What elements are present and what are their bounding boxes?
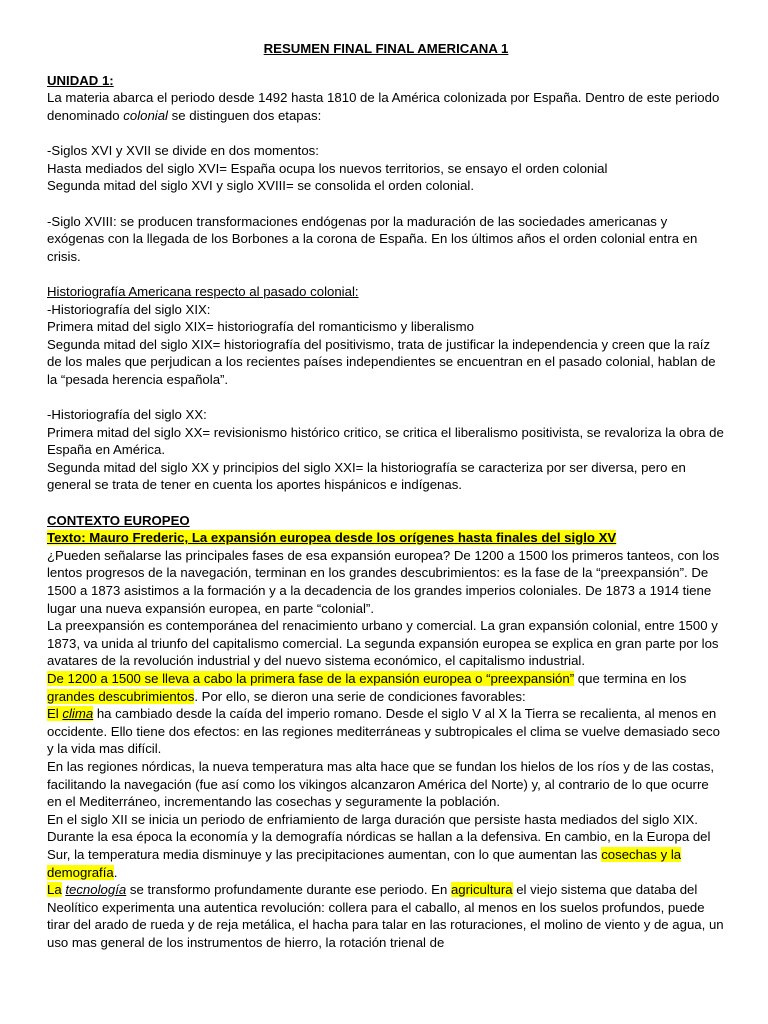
nordicas-paragraph: En las regiones nórdicas, la nueva temperatura mas alta hace que se fundan los hielos de los ríos y de las costas, facilitando la navegación (fue así como los vikingos alcanzaron América del Norte) y, al contrario de lo que ocurre en el Mediterráneo, incrementando las cosechas y seguramente la población. <box>47 758 715 810</box>
hist-xx-primera: Primera mitad del siglo XX= revisionismo histórico critico, se critica el liberalismo positivista, se revaloriza la obra de España en América. <box>47 424 724 458</box>
intro-paragraph: La materia abarca el periodo desde 1492 hasta 1810 de la América colonizada por España. Dentro de este periodo denominado colonial se distinguen dos etapas: <box>47 90 720 123</box>
colonial-emphasis: colonial <box>123 107 168 123</box>
cosechas-highlight: cosechas y la demografía <box>47 846 682 880</box>
pueden-paragraph: ¿Pueden señalarse las principales fases de esa expansión europea? De 1200 a 1500 los primeros tanteos, con los lentos progresos de la navegación, terminan en los grandes descubrimientos: es la fase de la “preexpansión”. De 1500 a 1873 asistimos a la formación y a la decadencia de los grandes imperios coloniales. De 1873 a 1914 tiene lugar una nueva expansión europea, en parte “colonial”. <box>47 547 720 616</box>
tecnologia-term: tecnología <box>65 882 127 898</box>
historiografia-heading: Historiografía Americana respecto al pasado colonial: <box>47 283 359 299</box>
unidad-heading: UNIDAD 1: <box>47 72 114 88</box>
hist-xix-primera: Primera mitad del siglo XIX= historiografía del romanticismo y liberalismo <box>47 319 474 335</box>
clima-term: clima <box>62 706 94 722</box>
document-page <box>47 40 725 951</box>
hist-xx: -Historiografía del siglo XX: <box>47 407 207 423</box>
siglo-xii-paragraph: En el siglo XII se inicia un periodo de enfriamiento de larga duración que persiste hasta mediados del siglo XIX. Durante la esa época la economía y la demografía nórdicas se hallan a la defensiva. En cambio, en la Europa del Sur, la temperatura media disminuye y las precipitaciones aumentan, con lo que aumentan las cosechas y la demografía. <box>47 811 711 880</box>
clima-paragraph: El clima ha cambiado desde la caída del imperio romano. Desde el siglo V al X la Tierra se recalienta, al menos en occidente. Ello tiene dos efectos: en las regiones mediterráneas y subtropicales el clima se vuelve demasiado seco y la vida mas difícil. <box>47 706 720 757</box>
segunda-mitad-xvi: Segunda mitad del siglo XVI y siglo XVIII= se consolida el orden colonial. <box>47 178 475 194</box>
siglos-xvi-xvii: -Siglos XVI y XVII se divide en dos momentos: <box>47 143 319 159</box>
preexpansion-paragraph: La preexpansión es contemporánea del renacimiento urbano y comercial. La gran expansión colonial, entre 1500 y 1873, va unida al triunfo del capitalismo comercial. La segunda expansión europea se explica en gran parte por los avatares de la revolución industrial y del nuevo sistema económico, el capitalismo industrial. <box>47 618 719 669</box>
agricultura-highlight: agricultura <box>450 882 513 898</box>
hist-xx-segunda: Segunda mitad del siglo XX y principios del siglo XXI= la historiografía se caracteriza por ser diversa, pero en general se trata de tener en cuenta los aportes hispánicos e indígenas. <box>47 459 686 493</box>
contexto-heading: CONTEXTO EUROPEO <box>47 512 190 528</box>
hasta-mediados: Hasta mediados del siglo XVI= España ocupa los nuevos territorios, se ensayo el orden colonial <box>47 160 608 176</box>
fase-paragraph: De 1200 a 1500 se lleva a cabo la primera fase de la expansión europea o “preexpansión” que termina en los grandes descubrimientos. Por ello, se dieron una serie de condiciones favorables: <box>47 670 687 704</box>
document-title: RESUMEN FINAL FINAL AMERICANA 1 <box>263 41 509 56</box>
descubrimientos-highlight: grandes descubrimientos <box>47 688 195 704</box>
hist-xix-segunda: Segunda mitad del siglo XIX= historiografía del positivismo, trata de justificar la independencia y creen que la raíz de los males que perjudican a los recientes países independientes se encuentran en el pasado colonial, hablan de la “pesada herencia española”. <box>47 336 716 387</box>
tecnologia-paragraph: La tecnología se transformo profundamente durante ese periodo. En agricultura el viejo sistema que databa del Neolítico experimenta una autentica revolución: collera para el caballo, al menos en los suelos profundos, puede tirar del arado de rueda y de reja metálica, el hacha para talar en las roturaciones, el molino de viento y de agua, un uso mas general de los instrumentos de hierro, la rotación trienal de <box>47 882 724 950</box>
fase-highlight: De 1200 a 1500 se lleva a cabo la primera fase de la expansión europea o “preexpansión” <box>47 670 575 686</box>
texto-heading: Texto: Mauro Frederic, La expansión europea desde los orígenes hasta finales del siglo XV <box>47 530 617 546</box>
hist-xix: -Historiografía del siglo XIX: <box>47 301 211 317</box>
siglo-xviii-paragraph: -Siglo XVIII: se producen transformaciones endógenas por la maduración de las sociedades americanas y exógenas con la llegada de los Borbones a la corona de España. En los últimos años el orden colonial entra en crisis. <box>47 213 698 264</box>
